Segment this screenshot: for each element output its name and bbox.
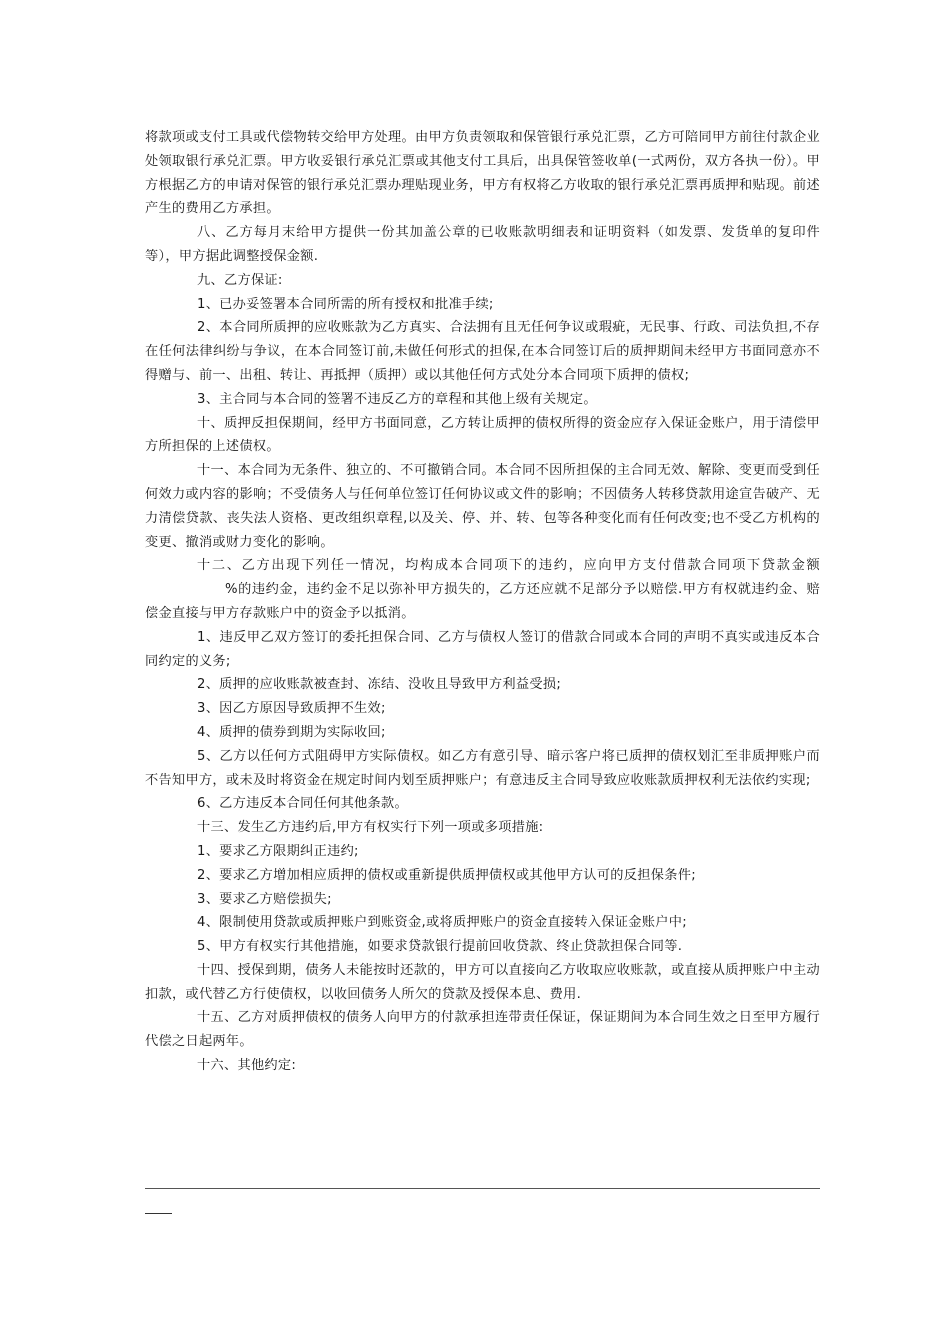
- clause-12: [145, 554, 820, 625]
- paragraph-continuation: 将款项或支付工具或代偿物转交给甲方处理。由甲方负责领取和保管银行承兑汇票，乙方可陪同甲方前往付款企业处领取银行承兑汇票。甲方收妥银行承兑汇票或其他支付工具后，出具保管签收单(一式两份，双方各执一份）。甲方根据乙方的申请对保管的银行承兑汇票办理贴现业务，甲方有权将乙方收取的银行承兑汇票再质押和贴现。前述产生的费用乙方承担。: [145, 130, 820, 217]
- clause-12-item-1: 1、违反甲乙双方签订的委托担保合同、乙方与债权人签订的借款合同或本合同的声明不真实或违反本合同约定的义务;: [145, 629, 820, 669]
- clause-12-item-6: 6、乙方违反本合同任何其他条款。: [197, 796, 409, 812]
- clause-13-item-2: 2、要求乙方增加相应质押的债权或重新提供质押债权或其他甲方认可的反担保条件;: [197, 867, 696, 883]
- footer-divider: [145, 1188, 820, 1189]
- clause-13-item-4: 4、限制使用贷款或质押账户到账资金,或将质押账户的资金直接转入保证金账户中;: [197, 915, 687, 931]
- clause-11: 十一、本合同为无条件、独立的、不可撤销合同。本合同不因所担保的主合同无效、解除、变更而受到任何效力或内容的影响；不受债务人与任何单位签订任何协议或文件的影响；不因债务人转移贷款用途宣告破产、无力清偿贷款、丧失法人资格、更改组织章程,以及关、停、并、转、包等各种变化而有任何改变;也不受乙方机构的变更、撤消或财力变化的影响。: [145, 463, 820, 550]
- clause-12-item-5: 5、乙方以任何方式阻碍甲方实际债权。如乙方有意引导、暗示客户将已质押的债权划汇至非质押账户而不告知甲方，或未及时将资金在规定时间内划至质押账户；有意违反主合同导致应收账款质押权利无法依约实现;: [145, 748, 820, 788]
- clause-12-item-3: 3、因乙方原因导致质押不生效;: [197, 701, 386, 717]
- clause-12-before-blank: 十二、乙方出现下列任一情况，均构成本合同项下的违约，应向甲方支付借款合同项下贷款金额: [197, 558, 820, 574]
- clause-12-item-2: 2、质押的应收账款被查封、冻结、没收且导致甲方利益受损;: [197, 677, 562, 693]
- clause-12-after-blank: %的违约金，违约金不足以弥补甲方损失的，乙方还应就不足部分予以赔偿.甲方有权就违约金、赔偿金直接与甲方存款账户中的资金予以抵消。: [145, 582, 820, 621]
- clause-13-item-3: 3、要求乙方赔偿损失;: [197, 891, 332, 907]
- clause-15: 十五、乙方对质押债权的债务人向甲方的付款承担连带责任保证，保证期间为本合同生效之日至甲方履行代偿之日起两年。: [145, 1010, 820, 1050]
- clause-8: 八、乙方每月末给甲方提供一份其加盖公章的已收账款明细表和证明资料（如发票、发货单的复印件等），甲方据此调整授保金额.: [145, 225, 820, 264]
- clause-9-item-2: 2、本合同所质押的应收账款为乙方真实、合法拥有且无任何争议或瑕疵，无民事、行政、司法负担,不存在任何法律纠纷与争议，在本合同签订前,未做任何形式的担保,在本合同签订后的质押期间未经甲方书面同意亦不得赠与、前一、出租、转让、再抵押（质押）或以其他任何方式处分本合同项下质押的债权;: [145, 320, 820, 383]
- clause-9-item-3: 3、主合同与本合同的签署不违反乙方的章程和其他上级有关规定。: [197, 391, 597, 407]
- footnote-separator: [145, 1213, 172, 1214]
- clause-14: 十四、授保到期，债务人未能按时还款的，甲方可以直接向乙方收取应收账款，或直接从质押账户中主动扣款，或代替乙方行使债权，以收回债务人所欠的贷款及授保本息、费用.: [145, 962, 820, 1002]
- clause-16: 十六、其他约定:: [197, 1058, 297, 1074]
- clause-13-heading: 十三、发生乙方违约后,甲方有权实行下列一项或多项措施:: [197, 820, 544, 836]
- document-body: [145, 126, 820, 1078]
- clause-9-item-1: 1、已办妥签署本合同所需的所有授权和批准手续;: [197, 296, 494, 312]
- clause-12-item-4: 4、质押的债券到期为实际收回;: [197, 724, 386, 740]
- clause-13-item-1: 1、要求乙方限期纠正违约;: [197, 843, 359, 859]
- clause-10: 十、质押反担保期间，经甲方书面同意，乙方转让质押的债权所得的资金应存入保证金账户，用于清偿甲方所担保的上述债权。: [145, 415, 820, 455]
- clause-9-heading: 九、乙方保证:: [197, 272, 283, 288]
- clause-13-item-5: 5、甲方有权实行其他措施，如要求贷款银行提前回收贷款、终止贷款担保合同等.: [197, 939, 683, 955]
